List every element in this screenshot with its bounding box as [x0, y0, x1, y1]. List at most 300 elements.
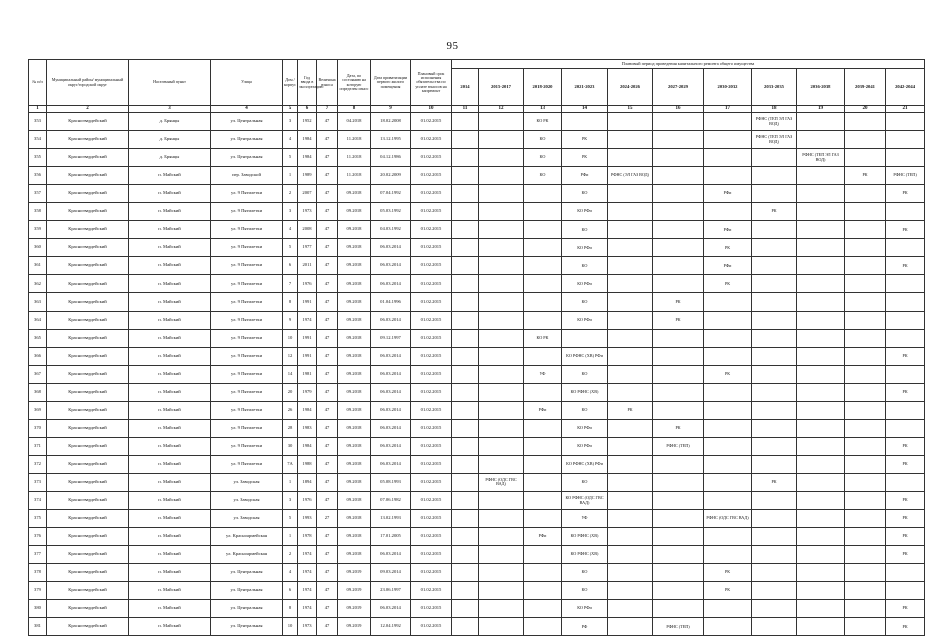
- period-cell: [452, 401, 479, 419]
- privatization-date-cell: 17.01.2005: [371, 528, 411, 546]
- period-cell: [797, 365, 845, 383]
- period-cell: РК: [653, 311, 704, 329]
- column-header: Год ввода в эксплуатацию: [298, 60, 317, 106]
- column-number: 8: [338, 106, 371, 113]
- privatization-date-cell: 13.02.1993: [371, 510, 411, 528]
- due-date-cell: 01.02.2015: [411, 582, 452, 600]
- row-number: 354: [29, 131, 47, 149]
- period-cell: [845, 329, 886, 347]
- period-cell: РК: [886, 221, 925, 239]
- district-cell: Красногвардейский: [47, 473, 129, 491]
- period-cell: [479, 239, 524, 257]
- privatization-date-cell: 07.04.1992: [371, 185, 411, 203]
- privatization-date-cell: 06.03.2014: [371, 419, 411, 437]
- column-number: 17: [704, 106, 752, 113]
- period-cell: КО РФи: [562, 437, 608, 455]
- column-number: 12: [479, 106, 524, 113]
- period-cell: [524, 473, 562, 491]
- period-cell: [797, 347, 845, 365]
- house-cell: 2: [283, 185, 298, 203]
- fee-cell: 47: [317, 257, 338, 275]
- wear-date-cell: 09.2019: [338, 582, 371, 600]
- period-cell: [886, 401, 925, 419]
- due-date-cell: 01.02.2015: [411, 167, 452, 185]
- period-cell: КО: [524, 167, 562, 185]
- house-cell: 1: [283, 528, 298, 546]
- row-number: 364: [29, 311, 47, 329]
- row-number: 377: [29, 546, 47, 564]
- table-row: [29, 564, 925, 582]
- privatization-date-cell: 04.12.1986: [371, 149, 411, 167]
- privatization-date-cell: 06.03.2014: [371, 365, 411, 383]
- period-cell: [479, 257, 524, 275]
- period-cell: [845, 203, 886, 221]
- period-cell: [845, 419, 886, 437]
- period-cell: [752, 185, 797, 203]
- period-cell: [653, 582, 704, 600]
- period-cell: РК: [704, 365, 752, 383]
- wear-date-cell: 09.2018: [338, 383, 371, 401]
- period-cell: [524, 293, 562, 311]
- period-cell: РФНС (ТЕП): [886, 167, 925, 185]
- period-cell: [452, 491, 479, 509]
- period-cell: [608, 528, 653, 546]
- period-cell: [524, 221, 562, 239]
- period-cell: [797, 510, 845, 528]
- period-cell: РК: [886, 383, 925, 401]
- year-cell: 1984: [298, 149, 317, 167]
- period-cell: [845, 365, 886, 383]
- wear-date-cell: 09.2018: [338, 347, 371, 365]
- house-cell: 28: [283, 419, 298, 437]
- period-cell: РФи: [704, 185, 752, 203]
- period-cell: РФНС (ТЕП ЭЛ ГАЗ ВОД): [752, 131, 797, 149]
- period-cell: [653, 546, 704, 564]
- period-cell: [797, 203, 845, 221]
- year-cell: 1993: [298, 510, 317, 528]
- street-cell: ул. 9 Пятилетки: [211, 311, 283, 329]
- period-cell: [524, 383, 562, 401]
- period-cell: КО: [562, 185, 608, 203]
- street-cell: ул. Центральная: [211, 582, 283, 600]
- street-cell: ул. Заводская: [211, 473, 283, 491]
- period-cell: РФ: [562, 618, 608, 636]
- year-cell: 2008: [298, 221, 317, 239]
- period-cell: РК: [752, 203, 797, 221]
- district-cell: Красногвардейский: [47, 546, 129, 564]
- fee-cell: 47: [317, 401, 338, 419]
- due-date-cell: 01.02.2015: [411, 491, 452, 509]
- period-cell: [452, 419, 479, 437]
- period-header: 2039-2041: [845, 69, 886, 106]
- table-row: [29, 347, 925, 365]
- period-cell: [886, 149, 925, 167]
- wear-date-cell: 09.2018: [338, 257, 371, 275]
- period-cell: КО РФНС (ХВ) РФи: [562, 347, 608, 365]
- period-cell: [653, 221, 704, 239]
- district-cell: Красногвардейский: [47, 221, 129, 239]
- period-cell: РФНС (ТЕП ЭЛ ГАЗ ВОД): [752, 113, 797, 131]
- period-cell: [479, 221, 524, 239]
- period-cell: [797, 113, 845, 131]
- year-cell: 1974: [298, 546, 317, 564]
- period-cell: КО РФи: [562, 275, 608, 293]
- period-cell: РФНС (ОДС ГВС ВАД): [479, 473, 524, 491]
- column-number: 3: [129, 106, 211, 113]
- period-cell: [524, 582, 562, 600]
- table-row: [29, 275, 925, 293]
- column-number-row: [29, 106, 925, 113]
- district-cell: Красногвардейский: [47, 347, 129, 365]
- period-cell: [524, 203, 562, 221]
- year-cell: 1974: [298, 311, 317, 329]
- period-header: 2030-2032: [704, 69, 752, 106]
- period-cell: [752, 257, 797, 275]
- table-row: [29, 185, 925, 203]
- period-cell: РК: [704, 275, 752, 293]
- year-cell: 1984: [298, 401, 317, 419]
- fee-cell: 47: [317, 618, 338, 636]
- settlement-cell: п. Майский: [129, 257, 211, 275]
- wear-date-cell: 11.2018: [338, 131, 371, 149]
- privatization-date-cell: 06.03.2014: [371, 275, 411, 293]
- column-number: 2: [47, 106, 129, 113]
- page-number: 95: [446, 40, 459, 52]
- privatization-date-cell: 06.03.2014: [371, 437, 411, 455]
- period-cell: [452, 275, 479, 293]
- period-cell: [524, 491, 562, 509]
- column-number: 11: [452, 106, 479, 113]
- fee-cell: 47: [317, 329, 338, 347]
- due-date-cell: 01.02.2015: [411, 546, 452, 564]
- street-cell: ул. Центральная: [211, 564, 283, 582]
- period-cell: [845, 257, 886, 275]
- period-cell: РК: [886, 600, 925, 618]
- street-cell: ул. 9 Пятилетки: [211, 347, 283, 365]
- period-cell: [479, 510, 524, 528]
- period-cell: [797, 546, 845, 564]
- privatization-date-cell: 13.12.1995: [371, 131, 411, 149]
- column-number: 21: [886, 106, 925, 113]
- period-cell: [704, 113, 752, 131]
- period-cell: [479, 167, 524, 185]
- period-cell: [886, 113, 925, 131]
- period-cell: [524, 347, 562, 365]
- period-cell: [797, 275, 845, 293]
- settlement-cell: п. Майский: [129, 401, 211, 419]
- row-number: 370: [29, 419, 47, 437]
- column-header: Населенный пункт: [129, 60, 211, 106]
- period-cell: [752, 419, 797, 437]
- house-cell: 12: [283, 347, 298, 365]
- period-cell: [479, 311, 524, 329]
- row-number: 367: [29, 365, 47, 383]
- wear-date-cell: 09.2018: [338, 419, 371, 437]
- period-cell: [608, 564, 653, 582]
- period-cell: КО РФНС (ХВ): [562, 528, 608, 546]
- column-number: 9: [371, 106, 411, 113]
- period-cell: [608, 383, 653, 401]
- settlement-cell: п. Майский: [129, 528, 211, 546]
- period-cell: [752, 546, 797, 564]
- street-cell: ул. Красноармейская: [211, 546, 283, 564]
- period-cell: РК: [886, 437, 925, 455]
- house-cell: 7А: [283, 455, 298, 473]
- due-date-cell: 01.02.2015: [411, 437, 452, 455]
- due-date-cell: 01.02.2015: [411, 528, 452, 546]
- period-cell: [845, 347, 886, 365]
- period-cell: [452, 455, 479, 473]
- period-cell: [845, 510, 886, 528]
- period-cell: [752, 329, 797, 347]
- period-cell: [886, 473, 925, 491]
- house-cell: 10: [283, 618, 298, 636]
- table-row: [29, 311, 925, 329]
- wear-date-cell: 09.2018: [338, 221, 371, 239]
- year-cell: 1894: [298, 473, 317, 491]
- privatization-date-cell: 06.03.2014: [371, 347, 411, 365]
- column-header: Дом / корпус: [283, 60, 298, 106]
- period-cell: [797, 329, 845, 347]
- fee-cell: 47: [317, 437, 338, 455]
- period-cell: [653, 564, 704, 582]
- column-header: Дата, по состоянию на которую определен износ: [338, 60, 371, 106]
- period-cell: [886, 419, 925, 437]
- settlement-cell: п. Майский: [129, 437, 211, 455]
- period-cell: [752, 564, 797, 582]
- period-cell: [479, 564, 524, 582]
- table-row: [29, 329, 925, 347]
- due-date-cell: 01.02.2015: [411, 149, 452, 167]
- period-cell: КО: [562, 221, 608, 239]
- period-cell: [704, 401, 752, 419]
- period-cell: [752, 365, 797, 383]
- period-cell: [704, 618, 752, 636]
- period-cell: РК: [886, 455, 925, 473]
- period-cell: [524, 564, 562, 582]
- period-cell: [524, 618, 562, 636]
- house-cell: 1: [283, 167, 298, 185]
- privatization-date-cell: 07.06.1982: [371, 491, 411, 509]
- district-cell: Красногвардейский: [47, 582, 129, 600]
- house-cell: 7: [283, 275, 298, 293]
- period-cell: [797, 383, 845, 401]
- wear-date-cell: 09.2018: [338, 329, 371, 347]
- wear-date-cell: 09.2018: [338, 510, 371, 528]
- period-cell: [752, 383, 797, 401]
- fee-cell: 47: [317, 293, 338, 311]
- period-cell: [752, 149, 797, 167]
- period-cell: [797, 239, 845, 257]
- house-cell: 6: [283, 582, 298, 600]
- due-date-cell: 01.02.2015: [411, 510, 452, 528]
- period-cell: [845, 491, 886, 509]
- period-cell: [452, 618, 479, 636]
- column-number: 6: [298, 106, 317, 113]
- settlement-cell: п. Майский: [129, 203, 211, 221]
- year-cell: 1988: [298, 455, 317, 473]
- period-cell: [797, 311, 845, 329]
- street-cell: пер. Заводской: [211, 167, 283, 185]
- privatization-date-cell: 06.03.2014: [371, 600, 411, 618]
- period-cell: [845, 564, 886, 582]
- period-cell: КО: [562, 401, 608, 419]
- period-cell: [797, 582, 845, 600]
- settlement-cell: д. Брянцы: [129, 131, 211, 149]
- street-cell: ул. 9 Пятилетки: [211, 455, 283, 473]
- column-header: № п/п: [29, 60, 47, 106]
- period-cell: [704, 546, 752, 564]
- street-cell: ул. Заводская: [211, 510, 283, 528]
- year-cell: 1952: [298, 113, 317, 131]
- period-cell: [452, 131, 479, 149]
- period-cell: [452, 239, 479, 257]
- period-cell: КО: [562, 293, 608, 311]
- column-number: 5: [283, 106, 298, 113]
- row-number: 356: [29, 167, 47, 185]
- period-cell: РК: [653, 293, 704, 311]
- wear-date-cell: 09.2018: [338, 437, 371, 455]
- period-cell: РК: [886, 257, 925, 275]
- table-row: [29, 473, 925, 491]
- period-cell: РК: [886, 618, 925, 636]
- period-cell: [653, 491, 704, 509]
- table-row: [29, 401, 925, 419]
- period-cell: РК: [653, 419, 704, 437]
- settlement-cell: п. Майский: [129, 311, 211, 329]
- column-number: 13: [524, 106, 562, 113]
- street-cell: ул. 9 Пятилетки: [211, 329, 283, 347]
- period-header: 2014: [452, 69, 479, 106]
- street-cell: ул. 9 Пятилетки: [211, 221, 283, 239]
- period-cell: [797, 131, 845, 149]
- row-number: 374: [29, 491, 47, 509]
- period-cell: [704, 329, 752, 347]
- settlement-cell: п. Майский: [129, 510, 211, 528]
- period-cell: РФНС (ТЕП): [653, 618, 704, 636]
- street-cell: ул. 9 Пятилетки: [211, 275, 283, 293]
- period-cell: [452, 546, 479, 564]
- wear-date-cell: 09.2018: [338, 293, 371, 311]
- house-cell: 8: [283, 600, 298, 618]
- year-cell: 1973: [298, 203, 317, 221]
- period-cell: [452, 582, 479, 600]
- row-number: 373: [29, 473, 47, 491]
- settlement-cell: п. Майский: [129, 185, 211, 203]
- fee-cell: 47: [317, 275, 338, 293]
- district-cell: Красногвардейский: [47, 185, 129, 203]
- wear-date-cell: 09.2018: [338, 491, 371, 509]
- period-cell: КО: [562, 257, 608, 275]
- district-cell: Красногвардейский: [47, 113, 129, 131]
- period-cell: РФи: [704, 257, 752, 275]
- privatization-date-cell: 09.03.2014: [371, 564, 411, 582]
- district-cell: Красногвардейский: [47, 167, 129, 185]
- period-cell: [704, 149, 752, 167]
- period-cell: КО: [524, 149, 562, 167]
- period-header: 2015-2017: [479, 69, 524, 106]
- house-cell: 5: [283, 149, 298, 167]
- period-cell: [845, 311, 886, 329]
- wear-date-cell: 09.2019: [338, 564, 371, 582]
- period-cell: [704, 131, 752, 149]
- district-cell: Красногвардейский: [47, 618, 129, 636]
- district-cell: Красногвардейский: [47, 528, 129, 546]
- wear-date-cell: 04.2018: [338, 113, 371, 131]
- column-header: Плановый срок исполнения обязательства по уплате взносов на капремонт: [411, 60, 452, 106]
- due-date-cell: 01.02.2015: [411, 618, 452, 636]
- period-cell: [608, 347, 653, 365]
- period-cell: [479, 275, 524, 293]
- fee-cell: 47: [317, 546, 338, 564]
- period-cell: КО РФНС (ХВ) РФи: [562, 455, 608, 473]
- period-cell: [886, 329, 925, 347]
- period-cell: [452, 167, 479, 185]
- period-cell: [797, 528, 845, 546]
- privatization-date-cell: 06.03.2014: [371, 546, 411, 564]
- due-date-cell: 01.02.2015: [411, 383, 452, 401]
- period-cell: [524, 311, 562, 329]
- period-cell: [524, 600, 562, 618]
- period-cell: [608, 365, 653, 383]
- column-number: 18: [752, 106, 797, 113]
- wear-date-cell: 09.2018: [338, 275, 371, 293]
- year-cell: 1974: [298, 600, 317, 618]
- period-cell: РФи: [524, 528, 562, 546]
- period-cell: [886, 275, 925, 293]
- column-number: 1: [29, 106, 47, 113]
- period-cell: [608, 473, 653, 491]
- period-cell: РК: [845, 167, 886, 185]
- period-cell: [608, 437, 653, 455]
- privatization-date-cell: 18.02.2008: [371, 113, 411, 131]
- period-cell: [797, 167, 845, 185]
- table-row: [29, 618, 925, 636]
- period-cell: КО: [562, 473, 608, 491]
- year-cell: 1973: [298, 618, 317, 636]
- due-date-cell: 01.02.2015: [411, 239, 452, 257]
- period-cell: [886, 564, 925, 582]
- district-cell: Красногвардейский: [47, 275, 129, 293]
- year-cell: 2011: [298, 257, 317, 275]
- fee-cell: 47: [317, 582, 338, 600]
- row-number: 371: [29, 437, 47, 455]
- period-cell: [653, 401, 704, 419]
- column-header: Величина взноса: [317, 60, 338, 106]
- period-cell: [886, 582, 925, 600]
- period-cell: РК: [886, 528, 925, 546]
- period-cell: [653, 203, 704, 221]
- column-number: 10: [411, 106, 452, 113]
- settlement-cell: п. Майский: [129, 383, 211, 401]
- due-date-cell: 01.02.2015: [411, 185, 452, 203]
- period-cell: [608, 275, 653, 293]
- district-cell: Красногвардейский: [47, 257, 129, 275]
- period-cell: КО: [562, 365, 608, 383]
- row-number: 360: [29, 239, 47, 257]
- year-cell: 1979: [298, 383, 317, 401]
- house-cell: 3: [283, 203, 298, 221]
- period-header: 2036-2038: [797, 69, 845, 106]
- period-cell: [524, 257, 562, 275]
- due-date-cell: 01.02.2015: [411, 113, 452, 131]
- year-cell: 1983: [298, 419, 317, 437]
- fee-cell: 47: [317, 491, 338, 509]
- period-cell: [479, 203, 524, 221]
- table-row: [29, 257, 925, 275]
- period-cell: [752, 311, 797, 329]
- privatization-date-cell: 23.06.1997: [371, 582, 411, 600]
